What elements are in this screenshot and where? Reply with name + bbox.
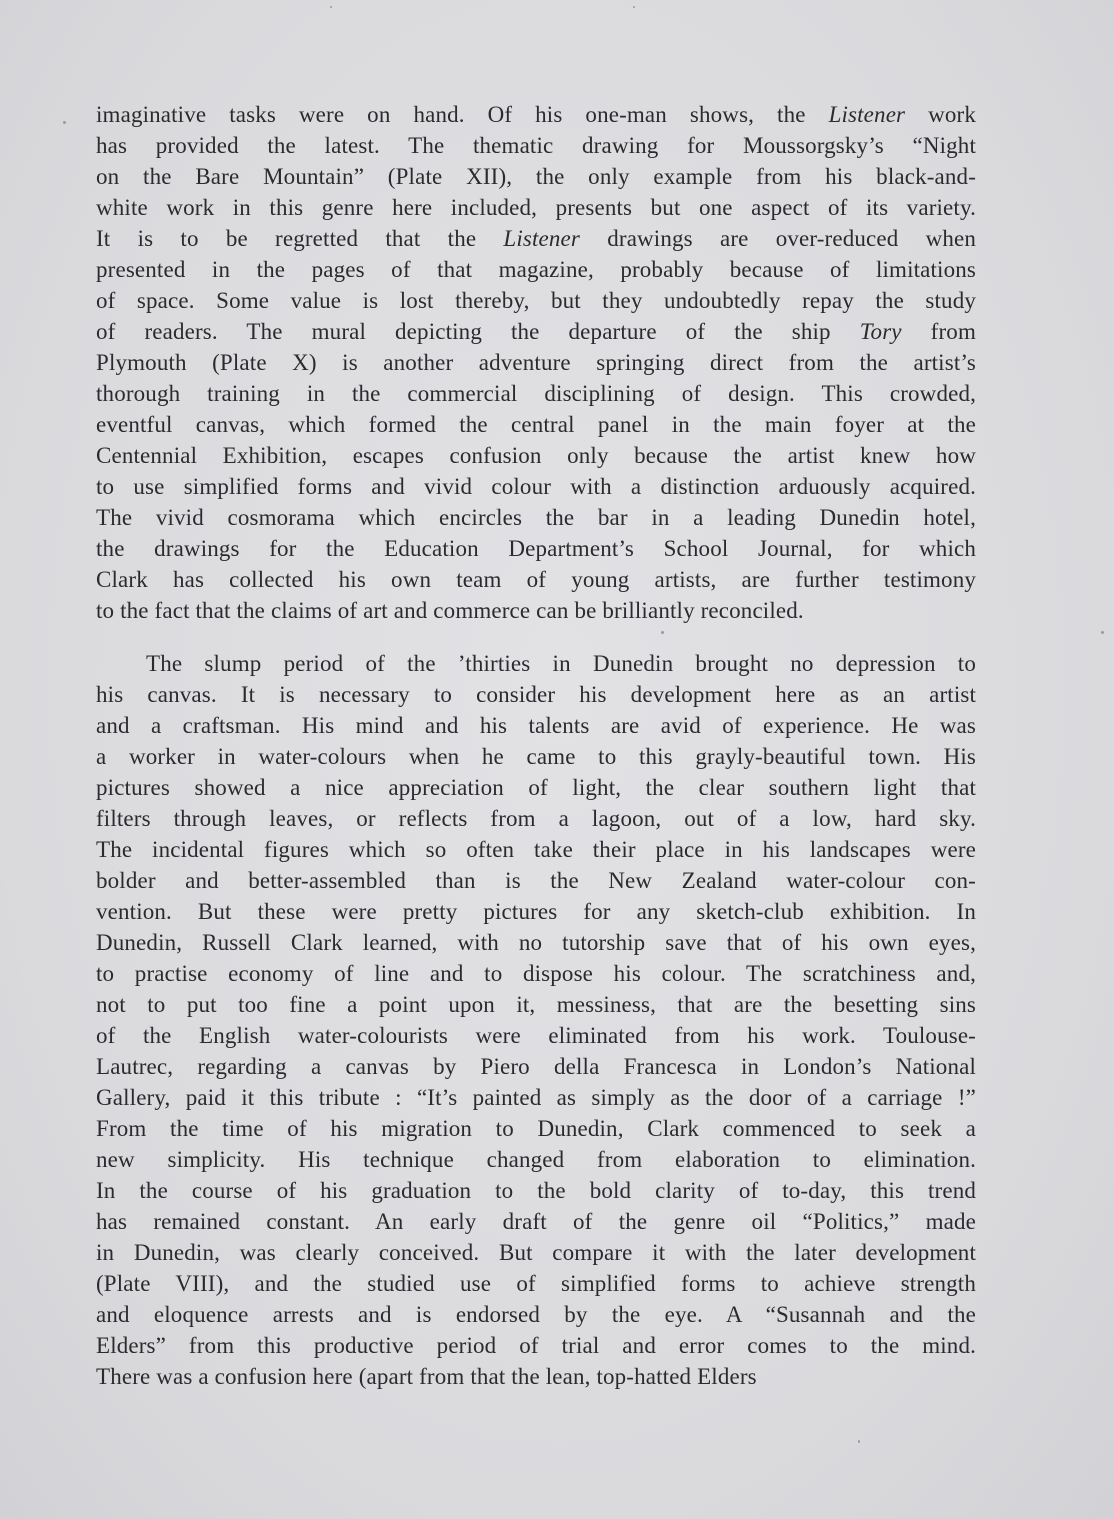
paper-speck (858, 1440, 860, 1443)
text-line: Centennial Exhibition, escapes confusion only because the artist knew how (96, 443, 976, 468)
paper-speck (63, 121, 66, 124)
text-line: white work in this genre here included, presents but one aspect of its variety. (96, 195, 976, 220)
text-line: pictures showed a nice appreciation of light, the clear southern light that (96, 775, 976, 800)
text-line: presented in the pages of that magazine, probably because of limitations (96, 257, 976, 282)
text-line: of readers. The mural depicting the departure of the ship Tory from (96, 319, 976, 344)
text-line: not to put too fine a point upon it, messiness, that are the besetting sins (96, 992, 976, 1017)
text-line: Dunedin, Russell Clark learned, with no tutorship save that of his own eyes, (96, 930, 976, 955)
text-line: Elders” from this productive period of trial and error comes to the mind. (96, 1333, 976, 1358)
text-line: in Dunedin, was clearly conceived. But compare it with the later development (96, 1240, 976, 1265)
text-line: Lautrec, regarding a canvas by Piero della Francesca in London’s National (96, 1054, 976, 1079)
text-line: of the English water-colourists were eliminated from his work. Toulouse- (96, 1023, 976, 1048)
text-line: There was a confusion here (apart from that the lean, top-hatted Elders (96, 1364, 757, 1389)
text-line: The vivid cosmorama which encircles the bar in a leading Dunedin hotel, (96, 505, 976, 530)
text-line: thorough training in the commercial disciplining of design. This crowded, (96, 381, 976, 406)
text-line: has remained constant. An early draft of the genre oil “Politics,” made (96, 1209, 976, 1234)
paper-speck (1101, 631, 1104, 634)
text-line: The incidental figures which so often take their place in his landscapes were (96, 837, 976, 862)
text-line: In the course of his graduation to the bold clarity of to-day, this trend (96, 1178, 976, 1203)
text-line: It is to be regretted that the Listener drawings are over-reduced when (96, 226, 976, 251)
text-line: bolder and better-assembled than is the New Zealand water-colour con- (96, 868, 976, 893)
text-line: Plymouth (Plate X) is another adventure springing direct from the artist’s (96, 350, 976, 375)
text-line: new simplicity. His technique changed from elaboration to elimination. (96, 1147, 976, 1172)
text-line: filters through leaves, or reflects from a lagoon, out of a low, hard sky. (96, 806, 976, 831)
text-line: Gallery, paid it this tribute : “It’s painted as simply as the door of a carriage !” (96, 1085, 976, 1110)
paper-speck (661, 631, 664, 634)
text-line: to use simplified forms and vivid colour with a distinction arduously acquired. (96, 474, 976, 499)
text-line: to practise economy of line and to dispose his colour. The scratchiness and, (96, 961, 976, 986)
paper-speck (633, 6, 635, 8)
text-line: of space. Some value is lost thereby, but they undoubtedly repay the study (96, 288, 976, 313)
text-line: and eloquence arrests and is endorsed by the eye. A “Susannah and the (96, 1302, 976, 1327)
paragraph-1 (96, 99, 976, 626)
text-line: and a craftsman. His mind and his talents are avid of experience. He was (96, 713, 976, 738)
text-line: has provided the latest. The thematic drawing for Moussorgsky’s “Night (96, 133, 976, 158)
text-line: to the fact that the claims of art and commerce can be brilliantly reconciled. (96, 598, 804, 623)
text-line: on the Bare Mountain” (Plate XII), the only example from his black-and- (96, 164, 976, 189)
text-line: a worker in water-colours when he came to this grayly-beautiful town. His (96, 744, 976, 769)
text-line: From the time of his migration to Dunedin, Clark commenced to seek a (96, 1116, 976, 1141)
text-line: The slump period of the ’thirties in Dunedin brought no depression to (146, 651, 976, 676)
text-line: eventful canvas, which formed the central panel in the main foyer at the (96, 412, 976, 437)
text-line: Clark has collected his own team of young artists, are further testimony (96, 567, 976, 592)
text-line: (Plate VIII), and the studied use of simplified forms to achieve strength (96, 1271, 976, 1296)
text-line: his canvas. It is necessary to consider his development here as an artist (96, 682, 976, 707)
paper-speck (330, 6, 332, 8)
paragraph-2 (96, 648, 976, 1392)
text-line: the drawings for the Education Department’s School Journal, for which (96, 536, 976, 561)
text-line: vention. But these were pretty pictures for any sketch-club exhibition. In (96, 899, 976, 924)
text-line: imaginative tasks were on hand. Of his one-man shows, the Listener work (96, 102, 976, 127)
